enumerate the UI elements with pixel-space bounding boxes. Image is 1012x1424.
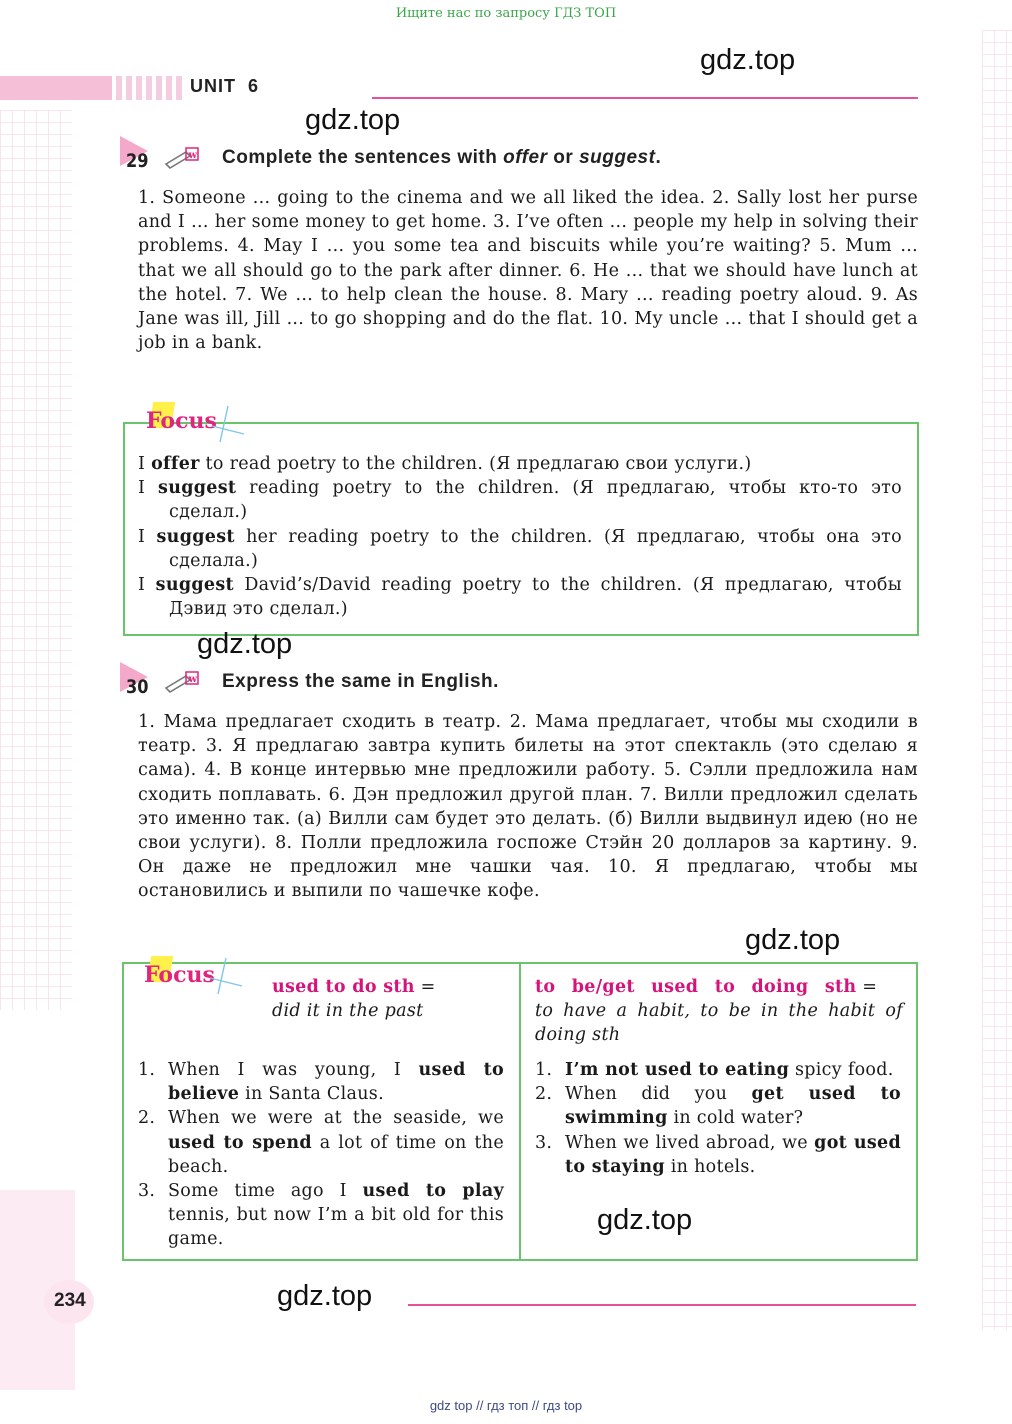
left-column-examples [138, 1058, 504, 1252]
focus-keyword: suggest [158, 478, 237, 499]
example-text: in hotels. [664, 1156, 756, 1177]
example-text: When did you [565, 1084, 752, 1105]
focus-text: to read poetry to the children. (Я предлагаю свои услуги.) [199, 454, 752, 474]
exercise-number: 30 [125, 676, 149, 698]
example-item [535, 1082, 901, 1130]
example-number: 1. [535, 1060, 553, 1080]
focus-line [138, 573, 902, 621]
svg-text:w: w [188, 674, 198, 685]
focus-text: her reading poetry to the children. (Я предлагаю, чтобы она это сделала.) [169, 526, 902, 571]
focus-line [138, 452, 902, 476]
right-column-head [535, 975, 903, 1048]
focus-badge: Focus [146, 408, 217, 434]
example-text: in cold water? [667, 1108, 804, 1129]
rule-head: used to do sth [272, 977, 415, 997]
rule-eq: = [856, 977, 878, 997]
exercise-title: Express the same in English. [222, 671, 499, 692]
example-number: 2. [138, 1108, 156, 1129]
example-text: a lot of time on the beach. [168, 1132, 504, 1177]
example-item [138, 1179, 504, 1252]
exercise-number: 29 [125, 150, 149, 172]
example-number: 1. [138, 1060, 156, 1080]
title-word: offer [503, 147, 548, 168]
rule-definition: did it in the past [272, 1001, 424, 1022]
example-text: spicy food. [789, 1060, 894, 1080]
left-decor-pattern [0, 110, 72, 1010]
example-keyword: used to play [362, 1181, 504, 1202]
right-column-examples [535, 1058, 901, 1179]
watermark: gdz.top [700, 44, 796, 76]
example-item [138, 1058, 504, 1106]
focus-text: I [138, 478, 159, 499]
example-text: When we were at the seaside, we [168, 1108, 504, 1129]
example-text: Some time ago I [168, 1181, 363, 1202]
svg-text:w: w [188, 150, 198, 161]
focus-text: I [138, 575, 156, 596]
left-column-head [272, 975, 492, 1023]
header-dots [116, 76, 186, 100]
focus-badge: Focus [144, 962, 215, 988]
watermark: gdz.top [597, 1204, 693, 1236]
pencil-writing-icon [164, 670, 200, 698]
title-text: or [547, 147, 580, 168]
focus-line [138, 476, 902, 524]
example-text: When I was young, I [168, 1060, 419, 1080]
example-keyword: used to spend [168, 1132, 312, 1153]
footer-links: gdz top // гдз топ // гдз top [429, 1398, 583, 1413]
right-decor-pattern [982, 30, 1012, 1330]
watermark: gdz.top [745, 924, 841, 956]
sparkle-icon [208, 956, 244, 1000]
example-text: in Santa Claus. [239, 1084, 384, 1105]
focus-lines [138, 452, 902, 621]
example-keyword: I’m not used to eating [565, 1060, 790, 1080]
example-text: When we lived abroad, we [565, 1132, 815, 1153]
watermark: gdz.top [305, 104, 401, 136]
title-text: Complete the sentences with [222, 147, 504, 168]
exercise-text: 1. Мама предлагает сходить в театр. 2. Мама предлагает, чтобы мы сходили в театр. 3. Я предлагаю завтра купить билеты на этот спектакль (это сделаю я сама). 4. В конце интервью мне предложили работу. 5. Сэлли предложила нам сходить поплавать. 6. Дэн предложил другой план. 7. Вилли предложил сделать это именно так. (а) Вилли сам будет это делать. (б) Вилли выдвинул идею (но не свои услуги). 8. Полли предложила госпоже Стэйн 20 долларов за картину. 9. Он даже не предложил мне чашки чая. 10. Я предлагаю, чтобы мы остановились и выпили по чашечке кофе. [138, 712, 918, 902]
example-item [535, 1058, 901, 1082]
header-pink-band [0, 76, 112, 100]
focus-line [138, 525, 902, 573]
column-divider [519, 962, 521, 1261]
unit-label: UNIT 6 [190, 76, 260, 96]
example-text: tennis, but now I’m a bit old for this game. [168, 1205, 504, 1250]
sparkle-icon [210, 404, 246, 448]
title-word: suggest [579, 147, 656, 168]
watermark: gdz.top [197, 628, 293, 660]
header-rule [372, 97, 918, 99]
example-item [138, 1106, 504, 1179]
watermark: gdz.top [277, 1280, 373, 1312]
page-number: 234 [54, 1290, 86, 1311]
pencil-writing-icon [164, 146, 200, 174]
example-item [535, 1131, 901, 1179]
focus-text: I [138, 526, 157, 547]
exercise-title [222, 147, 661, 169]
focus-text: reading poetry to the children. (Я предлагаю, чтобы кто-то это сделал.) [169, 478, 902, 523]
example-number: 3. [138, 1181, 156, 1202]
rule-head: to be/get used to doing sth [535, 977, 857, 997]
example-keyword: get used to swimming [565, 1084, 901, 1129]
example-keyword: got used to staying [565, 1132, 901, 1177]
focus-keyword: suggest [156, 526, 235, 547]
search-note: Ищите нас по запросу ГДЗ ТОП [395, 6, 617, 21]
title-text: . [655, 147, 662, 168]
example-keyword: used to believe [168, 1060, 504, 1105]
focus-keyword: suggest [155, 575, 234, 596]
focus-text: David’s/David reading poetry to the children. (Я предлагаю, чтобы Дэвид это сделал.) [169, 575, 902, 620]
example-number: 2. [535, 1084, 553, 1105]
focus-text: I [138, 454, 152, 474]
focus-keyword: offer [151, 454, 200, 474]
rule-eq: = [414, 977, 436, 997]
footer-rule [408, 1304, 916, 1306]
exercise-text: 1. Someone ... going to the cinema and we all liked the idea. 2. Sally lost her purse and I ... her some money to get home. 3. I’ve often ... people my help in solving their problems. 4. May I ... you some tea and biscuits while you’re waiting? 5. Mum ... that we all should go to the park after dinner. 6. He ... that we should have lunch at the hotel. 7. We ... to help clean the house. 8. Mary ... reading poetry aloud. 9. As Jane was ill, Jill ... to go shopping and do the flat. 10. My uncle ... that I should get a job in a bank. [138, 188, 918, 354]
example-number: 3. [535, 1132, 553, 1153]
rule-definition: to have a habit, to be in the habit of doing sth [535, 1001, 903, 1046]
